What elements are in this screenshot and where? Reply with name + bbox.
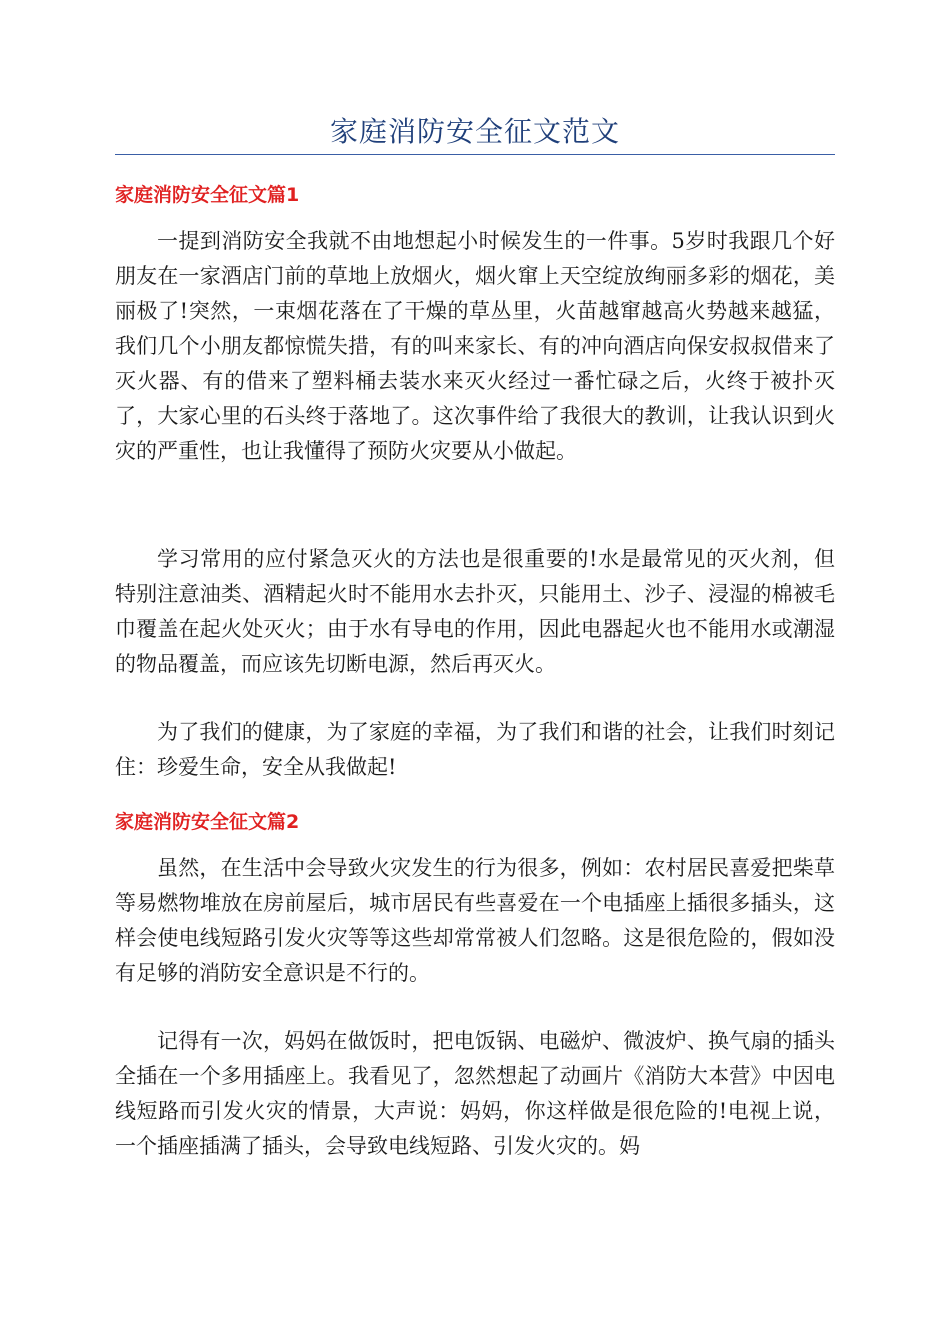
title-underline <box>115 154 835 155</box>
section-heading-2: 家庭消防安全征文篇2 <box>115 811 300 833</box>
section-1-paragraph-3: 为了我们的健康，为了家庭的幸福，为了我们和谐的社会，让我们时刻记住：珍爱生命，安全从我做起! <box>115 720 835 779</box>
section-heading-1: 家庭消防安全征文篇1 <box>115 184 300 206</box>
section-1-paragraph-2: 学习常用的应付紧急灭火的方法也是很重要的!水是最常见的灭火剂，但特别注意油类、酒精起火时不能用水去扑灭，只能用土、沙子、浸湿的棉被毛巾覆盖在起火处灭火；由于水有导电的作用，因此电器起火也不能用水或潮湿的物品覆盖，而应该先切断电源，然后再灭火。 <box>115 547 835 676</box>
section-2-paragraph-1: 虽然，在生活中会导致火灾发生的行为很多，例如：农村居民喜爱把柴草等易燃物堆放在房前屋后，城市居民有些喜爱在一个电插座上插很多插头，这样会使电线短路引发火灾等等这些却常常被人们忽略。这是很危险的，假如没有足够的消防安全意识是不行的。 <box>115 856 835 985</box>
document-title: 家庭消防安全征文范文 <box>329 115 620 148</box>
section-1-paragraph-1: 一提到消防安全我就不由地想起小时候发生的一件事。5岁时我跟几个好朋友在一家酒店门前的草地上放烟火，烟火窜上天空绽放绚丽多彩的烟花，美丽极了!突然，一束烟花落在了干燥的草丛里，火苗越窜越高火势越来越猛，我们几个小朋友都惊慌失措，有的叫来家长、有的冲向酒店向保安叔叔借来了灭火器、有的借来了塑料桶去装水来灭火经过一番忙碌之后，火终于被扑灭了，大家心里的石头终于落地了。这次事件给了我很大的教训，让我认识到火灾的严重性，也让我懂得了预防火灾要从小做起。 <box>115 229 835 463</box>
section-2-paragraph-2: 记得有一次，妈妈在做饭时，把电饭锅、电磁炉、微波炉、换气扇的插头全插在一个多用插座上。我看见了，忽然想起了动画片《消防大本营》中因电线短路而引发火灾的情景，大声说：妈妈，你这样做是很危险的!电视上说，一个插座插满了插头，会导致电线短路、引发火灾的。妈 <box>115 1029 835 1158</box>
